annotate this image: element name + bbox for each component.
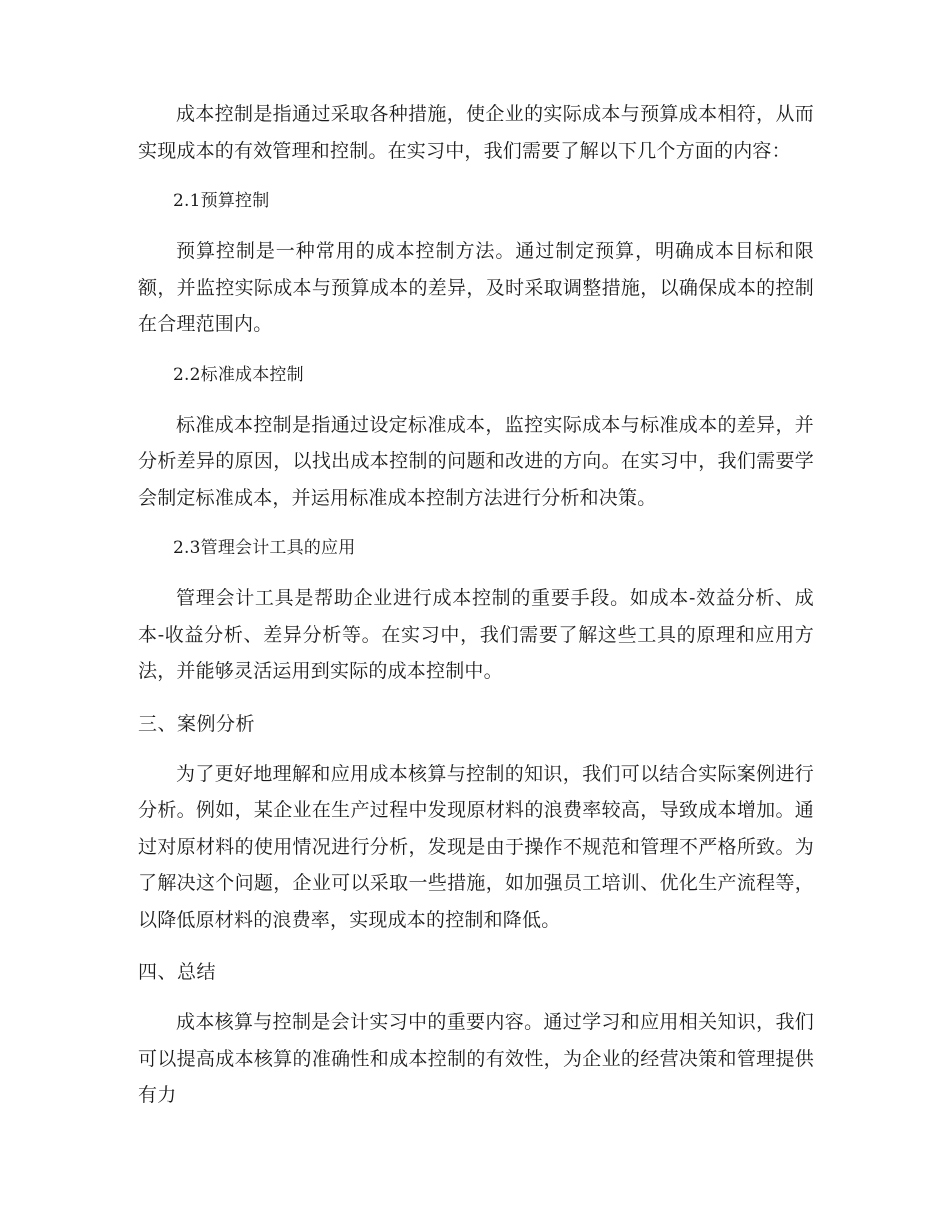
section-heading-summary: 四、总结	[138, 961, 217, 983]
paragraph-cost-control-intro: 成本控制是指通过采取各种措施，使企业的实际成本与预算成本相符，从而实现成本的有效管理和控制。在实习中，我们需要了解以下几个方面的内容：	[138, 103, 814, 162]
subheading-management-accounting-tools: 2.3管理会计工具的应用	[173, 538, 356, 558]
paragraph-case-analysis: 为了更好地理解和应用成本核算与控制的知识，我们可以结合实际案例进行分析。例如，某企业在生产过程中发现原材料的浪费率较高，导致成本增加。通过对原材料的使用情况进行分析，发现是由于操作不规范和管理不严格所致。为了解决这个问题，企业可以采取一些措施，如加强员工培训、优化生产流程等，以降低原材料的浪费率，实现成本的控制和降低。	[138, 762, 814, 931]
subheading-standard-cost-control: 2.2标准成本控制	[173, 364, 304, 385]
paragraph-summary: 成本核算与控制是会计实习中的重要内容。通过学习和应用相关知识，我们可以提高成本核算的准确性和成本控制的有效性，为企业的经营决策和管理提供有力	[138, 1011, 814, 1106]
paragraph-management-accounting-tools: 管理会计工具是帮助企业进行成本控制的重要手段。如成本-效益分析、成本-收益分析、差异分析等。在实习中，我们需要了解这些工具的原理和应用方法，并能够灵活运用到实际的成本控制中。	[138, 587, 814, 682]
paragraph-standard-cost-control: 标准成本控制是指通过设定标准成本，监控实际成本与标准成本的差异，并分析差异的原因，以找出成本控制的问题和改进的方向。在实习中，我们需要学会制定标准成本，并运用标准成本控制方法进行分析和决策。	[138, 413, 814, 509]
paragraph-budget-control: 预算控制是一种常用的成本控制方法。通过制定预算，明确成本目标和限额，并监控实际成本与预算成本的差异，及时采取调整措施，以确保成本的控制在合理范围内。	[138, 240, 814, 335]
subheading-budget-control: 2.1预算控制	[173, 191, 270, 211]
section-heading-case-analysis: 三、案例分析	[138, 712, 256, 735]
document-page	[138, 96, 814, 1114]
